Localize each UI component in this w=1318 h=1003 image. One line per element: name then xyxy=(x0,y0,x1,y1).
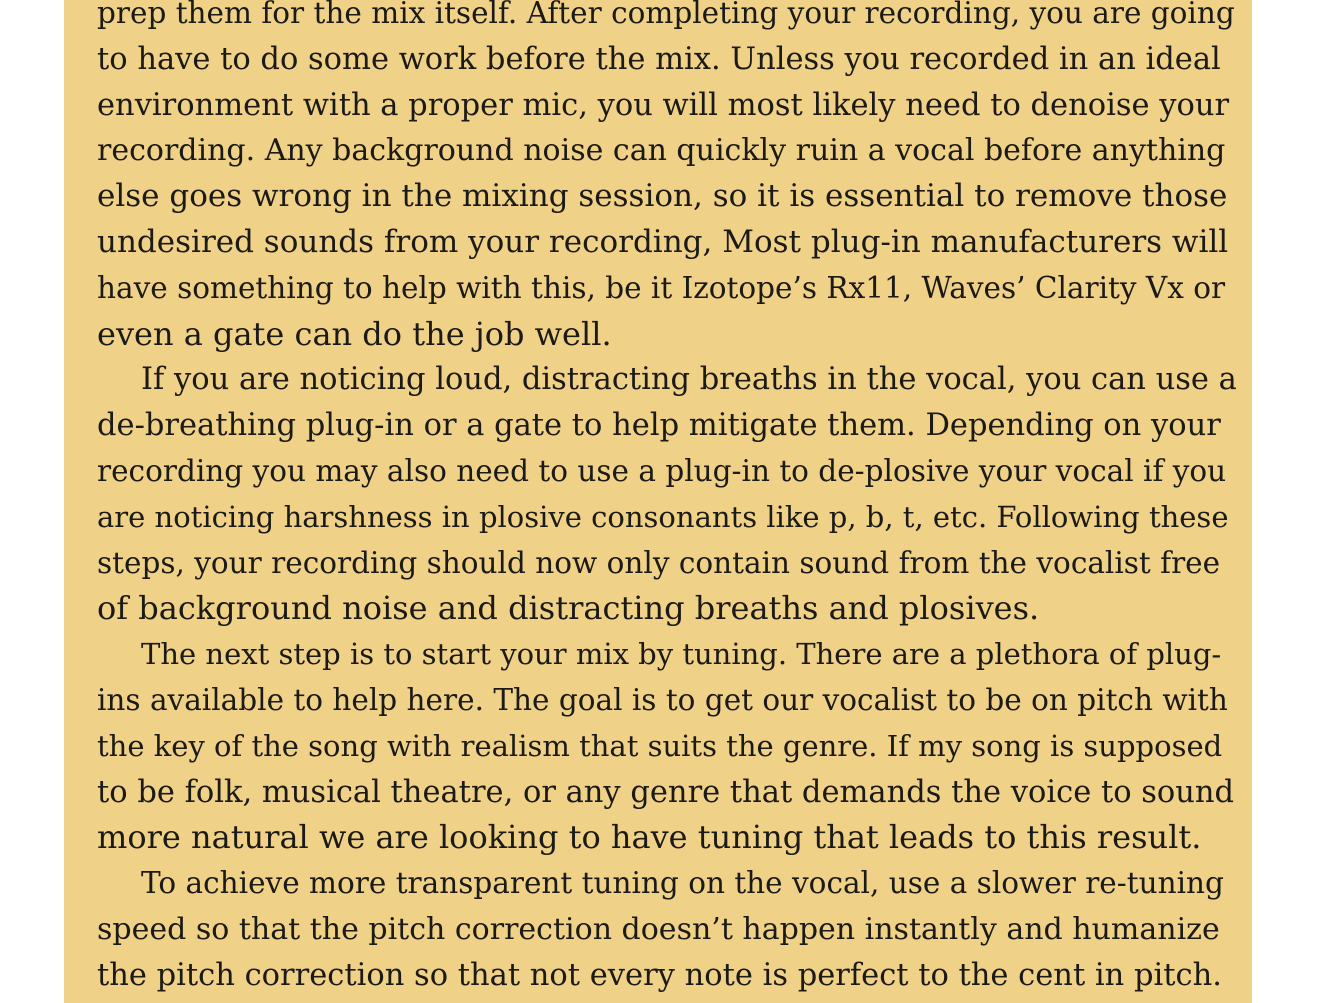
text-line: To achieve more transparent tuning on the vocal, use a slower re-tuning xyxy=(141,866,1224,901)
document-page xyxy=(64,0,1252,1003)
text-line: environment with a proper mic, you will most likely need to denoise your xyxy=(97,87,1230,123)
text-line: steps, your recording should now only contain sound from the vocalist free xyxy=(97,545,1221,580)
text-line: of background noise and distracting breaths and plosives. xyxy=(97,589,1040,628)
paragraph-1 xyxy=(97,0,1237,357)
text-line: recording you may also need to use a plug-in to de-plosive your vocal if you xyxy=(97,453,1227,488)
text-line: prep them for the mix itself. After completing your recording, you are going xyxy=(97,0,1235,30)
text-line: speed so that the pitch correction doesn’t happen instantly and humanize xyxy=(97,911,1220,947)
text-line: recording. Any background noise can quickly ruin a vocal before anything xyxy=(97,133,1226,169)
text-line: If you are noticing loud, distracting breaths in the vocal, you can use a xyxy=(141,362,1237,398)
text-line: more natural we are looking to have tuning that leads to this result. xyxy=(97,818,1202,857)
text-line: the key of the song with realism that suits the genre. If my song is supposed xyxy=(97,728,1223,763)
text-line: else goes wrong in the mixing session, so it is essential to remove those xyxy=(97,178,1228,215)
text-line: undesired sounds from your recording, Most plug-in manufacturers will xyxy=(97,223,1229,260)
paragraph-2 xyxy=(97,357,1237,632)
text-line: are noticing harshness in plosive consonants like p, b, t, etc. Following these xyxy=(97,499,1229,534)
paragraph-3 xyxy=(97,632,1237,861)
text-line: have something to help with this, be it Izotope’s Rx11, Waves’ Clarity Vx or xyxy=(97,270,1226,305)
text-line: de-breathing plug-in or a gate to help mitigate them. Depending on your xyxy=(97,408,1221,444)
text-line: to be folk, musical theatre, or any genre that demands the voice to sound xyxy=(97,774,1235,810)
text-line: The next step is to start your mix by tuning. There are a plethora of plug- xyxy=(141,637,1222,672)
text-line: ins available to help here. The goal is to get our vocalist to be on pitch with xyxy=(97,682,1228,717)
text-line: the pitch correction so that not every note is perfect to the cent in pitch. xyxy=(97,957,1222,993)
paragraph-4 xyxy=(97,861,1237,998)
body-text xyxy=(97,0,1237,999)
text-line: to have to do some work before the mix. Unless you recorded in an ideal xyxy=(97,41,1221,77)
text-line: even a gate can do the job well. xyxy=(97,314,612,353)
